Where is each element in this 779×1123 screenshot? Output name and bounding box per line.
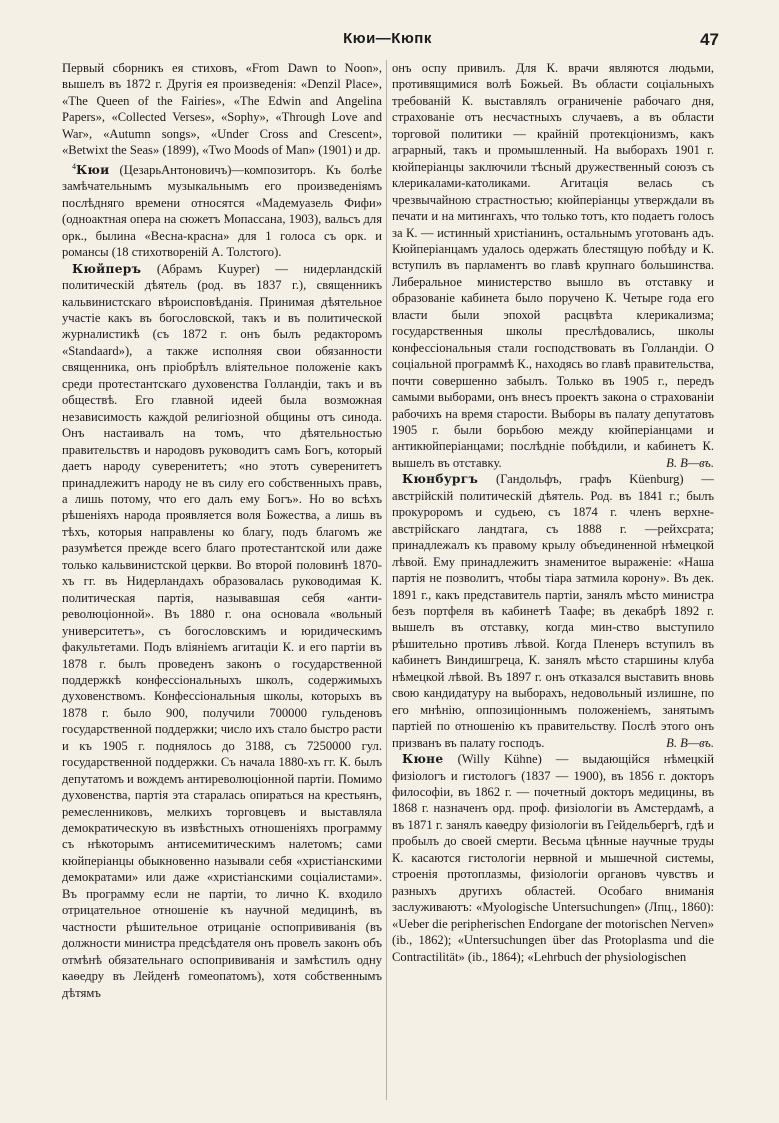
headword: Кюнбургъ <box>402 472 479 487</box>
entry-continuation <box>392 60 714 471</box>
entry-kuehne <box>392 751 714 965</box>
entry-kui <box>62 159 382 261</box>
entry-text: (Абрамъ Kuyper) — нидерландскій политическій дѣятель (род. въ 1837 г.), священникъ кальвинистскаго вѣроисповѣданія. Принимая дѣятельное участіе какъ въ богословской, такъ и въ политической журналистикѣ (съ 1872 г. онъ былъ редакторомъ «Standaard»), а также исполняя свои обязанности священника, онъ пріобрѣлъ вліятельное положеніе какъ среди протестантскаго духовенства Голландіи, такъ и въ обществѣ. Его главной идеей была возможная независимость каждой религіозной общины отъ синода. Онъ настаивалъ на томъ, что дѣятельностью правительствъ и народовъ руководитъ самъ Богъ, который даетъ народу суверенитетъ; «но этотъ суверенитетъ принадлежитъ народу не въ силу его собственныхъ правъ, а лишь потому, что его далъ ему Богъ». Но во всѣхъ рѣшеніяхъ народа проявляется воля Божества, а лишь въ тѣхъ, которыя направлены ко благу, подъ благомъ же разумѣется прежде всего благо протестантской или даже только кальвинистской церкви. Во второй половинѣ 1870-хъ гг. въ Нидерландахъ образовалась руководимая К. политическая партія, называвшая себя «анти-революціонной». Въ 1880 г. она основала «вольный университетъ», съ богословскимъ и юридическимъ факультетами. Подъ вліяніемъ агитаціи К. и его партіи въ 1878 г. былъ проведенъ законъ о государственной поддержкѣ конфессіональныхъ школъ, содержимыхъ духовенствомъ. Конфессіональныя школы, которыхъ въ 1878 г. было 900, получили 700000 гульденовъ государственной поддержки; число ихъ стало быстро расти и къ 1905 г. поднялось до 3188, съ 7250000 гул. государственной поддержки. Съ начала 1880-хъ гг. К. былъ депутатомъ и вождемъ антиреволюціонной партіи. Помимо духовенства, партія эта старалась опираться на крестьянъ, ремесленниковъ, мелкихъ торговцевъ и выставляла демократическую въ извѣстныхъ отношеніяхъ программу съ нѣкоторымъ антисемитическимъ налетомъ; сами кюйперіанцы обыкновенно называли себя «христіанскими демократами» или даже «христіанскими соціалистами». Въ программу если не партіи, то лично К. входило отрицательное отношеніе къ научной медицинѣ, въ частности рѣшительное отрицаніе оспопрививанія (въ должности министра предсѣдателя онъ провелъ законъ объ отмѣнѣ обязательнаго оспопрививанія и замѣстилъ одну каѳедру въ Лейденѣ гомеопатомъ), хотя собственнымъ дѣтямъ <box>62 261 382 1000</box>
entry-marker: 4 <box>72 161 76 171</box>
entry-kuenburg <box>392 471 714 751</box>
entry-kuiper <box>62 261 382 1001</box>
page-header <box>56 30 719 58</box>
left-column <box>62 60 382 1110</box>
running-head: Кюи—Кюпк <box>343 30 432 47</box>
right-column <box>392 60 714 1110</box>
entry-continuation: Первый сборникъ ея стиховъ, «From Dawn to Noon», вышелъ въ 1872 г. Другія ея произведенія: «Denzil Place», «The Queen of the Fairies», «The Edwin and Angelina Papers», «Collected Verses», «Sophy», «Through Love and War», «Autumn songs», «Under Cross and Crescent», «Betwixt the Seas» (1899), «Two Moods of Man» (1901) и др. <box>62 61 382 158</box>
author-signature: В. В—въ. <box>666 735 714 750</box>
entry-text: (Willy Kühne) — выдающійся нѣмецкій физіологъ и гистологъ (1837 — 1900), въ 1856 г. докторъ философіи, въ 1862 г. — почетный докторъ медицины, въ 1868 г. назначенъ орд. проф. физіологіи въ Амстердамѣ, а въ 1871 г. занялъ каѳедру физіологіи въ Гейдельбергѣ, гдѣ и пробылъ до своей смерти. Весьма цѣнные научные труды К. касаются гистологіи нервной и мышечной системы, строенія протоплазмы, физіологіи органовъ чувствъ и разныхъ другихъ областей. Особаго вниманія заслуживаютъ: «Myologische Untersuchungen» (Лпц., 1860): «Ueber die peripherischen Endorgane der motorischen Nerven» (ib., 1862); «Untersuchungen über das Protoplasma und die Contractilität» (ib., 1864); «Lehrbuch der physiologischen <box>392 752 714 964</box>
headword: Кюйперъ <box>72 261 142 276</box>
column-divider <box>386 60 387 1100</box>
author-signature: В. В—въ. <box>666 455 714 470</box>
headword: Кюи <box>76 162 110 177</box>
entry-text: (ЦезарьАнтоновичъ)—композиторъ. Къ болѣе замѣчательнымъ музыкальнымъ его произведеніямъ послѣдняго времени относятся «Мадемуазель Фифи» (одноактная опера на сюжетъ Мопассана, 1903), вальсъ для орк., былина «Весна-красна» для 1 голоса съ орк. и романсы (18 стихотвореній А. Толстого). <box>62 162 382 260</box>
entry-text: (Гандольфъ, графъ Küenburg) —австрійскій политическій дѣятель. Род. въ 1841 г.; былъ прокуроромъ и судьею, съ 1874 г. членъ верхне-австрійскаго ландтага, съ 1888 г. —рейхсрата; принадлежалъ къ правому крылу объединенной нѣмецкой лѣвой. Ему принадлежитъ знаменитое выраженіе: «Наша партія не позволитъ, чтобы тіара затмила корону». Въ дек. 1891 г., какъ представитель партіи, занялъ мѣсто министра безъ портфеля въ кабинетѣ Таафе; въ декабрѣ 1892 г. вышелъ въ отставку, когда мин-ство выступило рѣшительно противъ лѣвой. Когда Пленеръ вступилъ въ кабинетъ Виндишгреца, К. занялъ мѣсто старшины клуба нѣмецкой лѣвой. Въ 1897 г. онъ отказался выставить вновь свою кандидатуру на выборахъ, недовольный излишне, по его мнѣнію, оппозиціоннымъ положеніемъ, занятымъ партіей по отношенію къ правительству. Послѣ этого онъ призванъ въ палату господъ. <box>392 472 714 750</box>
page-number: 47 <box>700 30 719 49</box>
entry-text: онъ оспу привилъ. Для К. врачи являются людьми, противящимися волѣ Божьей. Въ области соціальныхъ требованій К. выставлялъ ограниченіе рабочаго дня, страхованіе отъ несчастныхъ случаевъ, а въ области торговой политики — крайній протекціонизмъ, какъ аграрный, такъ и промышленный. На выборахъ 1901 г. кюйперіанцы заключили тѣсный дружественный союзъ съ клерикалами-католиками. Агитація велась съ чрезвычайною страстностью; кюйперіанцы утверждали въ печати и на митингахъ, что только тотъ, кто подаетъ голосъ за К. — истинный христіанинъ, остальнымъ уготованъ адъ. Кюйперіанцамъ удалось одержать блестящую побѣду и К. вступилъ въ парламентъ во главѣ крупнаго большинства. Либеральное министерство вышло въ отставку и образованіе кабинета было поручено К. Четыре года его власти были эпохой расцвѣта клерикализма; государственныя школы преслѣдовались, школы конфессіональныя стали господствовать въ Голландіи. О соціальной программѣ К., находясь во главѣ правительства, почти совершенно забылъ. Только въ 1905 г., передъ самыми выборами, онъ внесъ проектъ закона о страхованіи рабочихъ на время старости. Выборы въ палату депутатовъ 1905 г. были борьбою между кюйперіанцами и антикюйперіанцами; послѣдніе побѣдили, и кабинетъ К. вышелъ въ отставку. <box>392 61 714 470</box>
headword: Кюне <box>402 752 444 767</box>
